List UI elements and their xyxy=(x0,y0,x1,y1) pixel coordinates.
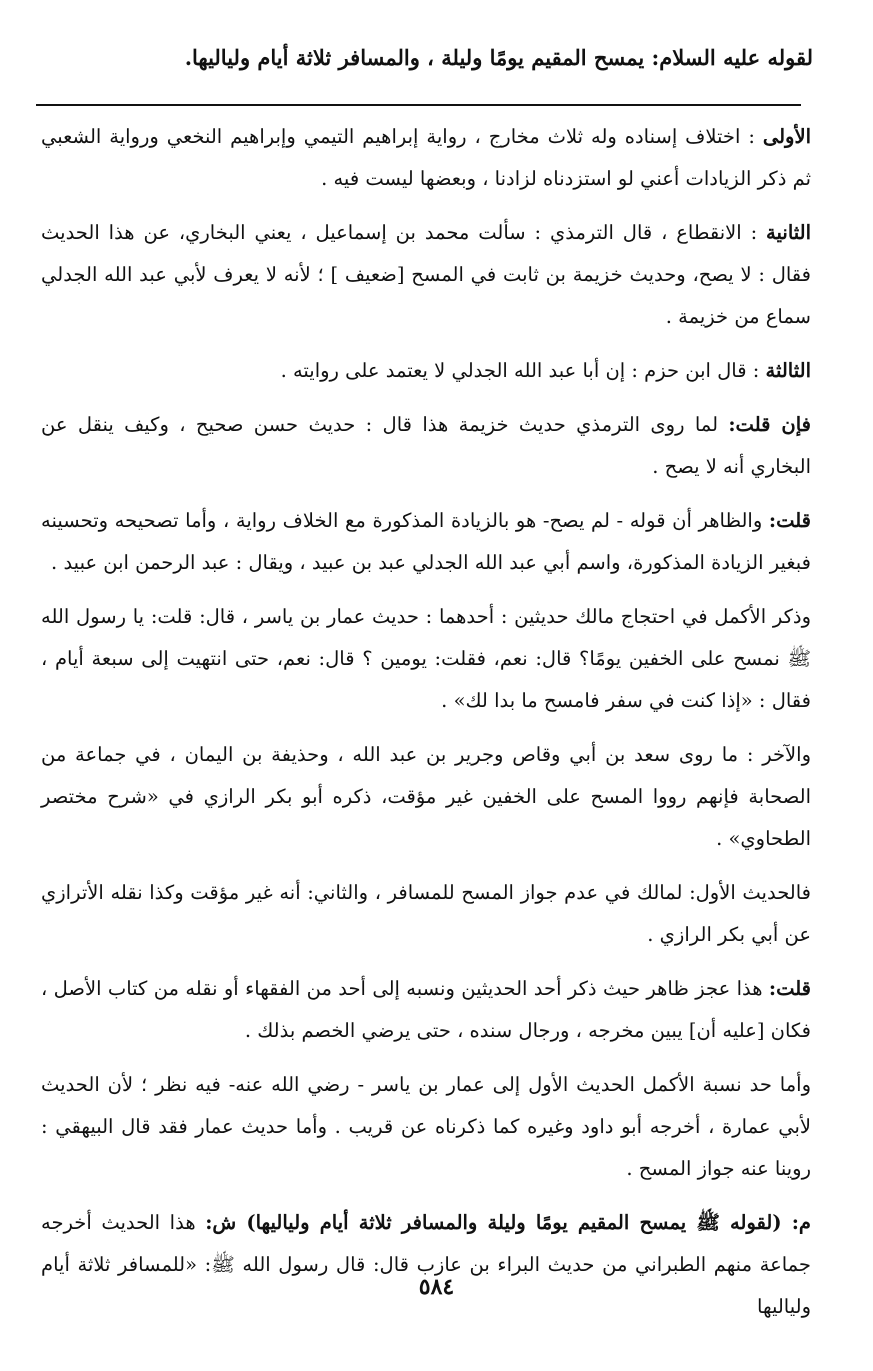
paragraph-text: هذا الحديث أخرجه جماعة منهم الطبراني من حديث البراء بن عازب قال: قال رسول الله ﷺ: «للمسافر ثلاثة أيام ولياليها xyxy=(41,1211,811,1318)
paragraph-text: فالحديث الأول: لمالك في عدم جواز المسح للمسافر ، والثاني: أنه غير مؤقت وكذا نقله الأترازي عن أبي بكر الرازي . xyxy=(41,881,811,946)
paragraph-text: والآخر : ما روى سعد بن أبي وقاص وجرير بن عبد الله ، وحذيفة بن اليمان ، في جماعة من الصحابة فإنهم رووا المسح على الخفين غير مؤقت، ذكره أبو بكر الرازي في «شرح مختصر الطحاوي» . xyxy=(41,743,811,850)
running-header: لقوله عليه السلام: يمسح المقيم يومًا وليلة ، والمسافر ثلاثة أيام ولياليها. xyxy=(184,45,813,70)
paragraph-text: وذكر الأكمل في احتجاج مالك حديثين : أحدهما : حديث عمار بن ياسر ، قال: قلت: يا رسول الله ﷺ نمسح على الخفين يومًا؟ قال: نعم، فقلت: يومين ؟ قال: نعم، حتى انتهيت إلى سبعة أيام ، فقال : «إذا كنت في سفر فامسح ما بدا لك» . xyxy=(41,605,811,712)
paragraph-4 xyxy=(41,404,811,488)
paragraph-2 xyxy=(41,212,811,338)
paragraph-3 xyxy=(41,350,811,392)
paragraph-text: وأما حد نسبة الأكمل الحديث الأول إلى عمار بن ياسر - رضي الله عنه- فيه نظر ؛ لأن الحديث لأبي عمارة ، أخرجه أبو داود وغيره كما ذكرناه عن قريب . وأما حديث عمار فقد قال البيهقي : روينا عنه جواز المسح . xyxy=(41,1073,811,1180)
paragraph-7 xyxy=(41,734,811,860)
paragraph-text: هذا عجز ظاهر حيث ذكر أحد الحديثين ونسبه إلى أحد من الفقهاء أو نقله من كتاب الأصل ، فكان [عليه أن] يبين مخرجه ، ورجال سنده ، حتى يرضي الخصم بذلك . xyxy=(41,977,811,1042)
paragraph-10 xyxy=(41,1064,811,1190)
paragraph-5 xyxy=(41,500,811,584)
paragraph-lead: الأولى xyxy=(762,125,811,148)
paragraph-11 xyxy=(41,1202,811,1328)
header-rule xyxy=(36,104,801,106)
paragraph-text: : اختلاف إسناده وله ثلاث مخارج ، رواية إبراهيم التيمي وإبراهيم النخعي ورواية الشعبي ثم ذكر الزيادات أعني لو استزدناه لزادنا ، وبعضها ليست فيه . xyxy=(41,125,811,190)
paragraph-text: : الانقطاع ، قال الترمذي : سألت محمد بن إسماعيل ، يعني البخاري، عن هذا الحديث فقال : لا يصح، وحديث خزيمة بن ثابت في المسح [ضعيف ] ؛ لأنه لا يعرف لأبي عبد الله الجدلي سماع من خزيمة . xyxy=(41,221,811,328)
paragraph-lead: الثانية xyxy=(766,221,811,244)
paragraph-6 xyxy=(41,596,811,722)
paragraph-lead: قلت: xyxy=(768,509,811,532)
paragraph-lead: قلت: xyxy=(768,977,811,1000)
paragraph-1 xyxy=(41,116,811,200)
paragraph-8 xyxy=(41,872,811,956)
paragraph-lead: م: (لقوله ﷺ يمسح المقيم يومًا وليلة والمسافر ثلاثة أيام ولياليها) ش: xyxy=(205,1211,812,1234)
main-text xyxy=(41,116,811,1340)
paragraph-text: : قال ابن حزم : إن أبا عبد الله الجدلي لا يعتمد على روايته . xyxy=(280,359,766,382)
paragraph-lead: الثالثة xyxy=(765,359,811,382)
paragraph-9 xyxy=(41,968,811,1052)
paragraph-text: لما روى الترمذي حديث خزيمة هذا قال : حديث حسن صحيح ، وكيف ينقل عن البخاري أنه لا يصح . xyxy=(41,413,811,478)
paragraph-text: والظاهر أن قوله - لم يصح- هو بالزيادة المذكورة مع الخلاف رواية ، وأما تصحيحه وتحسينه فبغير الزيادة المذكورة، واسم أبي عبد الله الجدلي عبد بن عبيد ، ويقال : عبد الرحمن ابن عبيد . xyxy=(41,509,811,574)
page-number: ٥٨٤ xyxy=(418,1274,455,1300)
paragraph-lead: فإن قلت: xyxy=(728,413,811,436)
